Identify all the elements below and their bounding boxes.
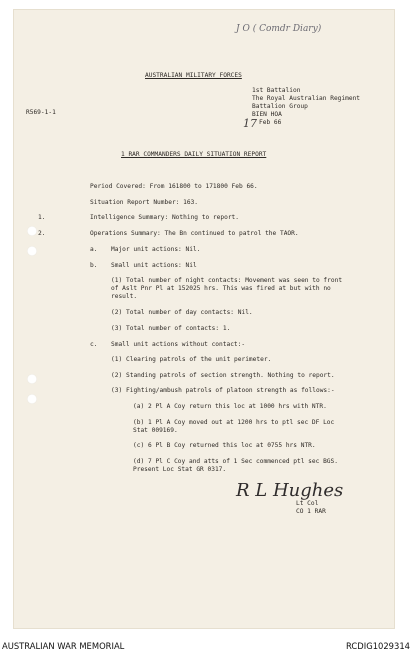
patrol-line: 6 Pl B Coy returned this loc at 0755 hrs NTR. (148, 442, 316, 449)
subitem-line: of Aslt Pnr Pl at 152025 hrs. This was fired at but with no (111, 285, 331, 292)
punch-hole (27, 394, 37, 404)
patrol-letter: (d) (133, 458, 145, 465)
file-reference: R569-1-1 (26, 109, 56, 116)
unit-line: BIEN HOA (252, 111, 282, 118)
handwritten-day: 17 (243, 117, 257, 130)
subitem-number: (3) (111, 387, 123, 394)
subitem-line: Total number of day contacts: Nil. (126, 309, 253, 316)
archive-footer-right: RCDIG1029314 (346, 641, 410, 651)
patrol-letter: (c) (133, 442, 145, 449)
patrol-letter: (a) (133, 403, 145, 410)
item-number: 2. (38, 230, 46, 237)
subitem-number: (1) (111, 277, 123, 284)
unit-line: The Royal Australian Regiment (252, 95, 361, 102)
archive-footer-left: AUSTRALIAN WAR MEMORIAL (2, 641, 125, 651)
signatory-unit: CO 1 RAR (296, 508, 326, 515)
patrol-line: 1 Pl A Coy moved out at 1200 hrs to ptl sec DF Loc (148, 419, 335, 426)
subitem-line: Clearing patrols of the unit perimeter. (126, 356, 272, 363)
punch-hole (27, 374, 37, 384)
punch-hole (27, 226, 37, 236)
document-heading: AUSTRALIAN MILITARY FORCES (145, 72, 242, 79)
document-page (14, 10, 394, 628)
subitem-number: (1) (111, 356, 123, 363)
unit-line: 1st Battalion (252, 87, 301, 94)
item-text: Small unit actions: Nil (111, 262, 197, 269)
item-text: Intelligence Summary: Nothing to report. (90, 214, 240, 221)
item-letter: a. (90, 246, 98, 253)
punch-hole (27, 246, 37, 256)
subitem-line: Total number of night contacts: Movement was seen to front (126, 277, 343, 284)
subitem-line: Fighting/ambush patrols of platoon strength as follows:- (126, 387, 335, 394)
report-number: Situation Report Number: 163. (90, 199, 199, 206)
subitem-number: (2) (111, 372, 123, 379)
unit-line-date: Feb 66 (259, 119, 282, 126)
patrol-letter: (b) (133, 419, 145, 426)
period-covered: Period Covered: From 161800 to 171800 Feb 66. (90, 183, 258, 190)
item-text: Major unit actions: Nil. (111, 246, 201, 253)
report-title: 1 RAR COMMANDERS DAILY SITUATION REPORT (121, 151, 267, 158)
patrol-line: Present Loc Stat GR 0317. (133, 466, 227, 473)
patrol-line: 7 Pl C Coy and atts of 1 Sec commenced ptl sec BGS. (148, 458, 338, 465)
item-number: 1. (38, 214, 46, 221)
subitem-line: Total number of contacts: 1. (126, 325, 231, 332)
item-letter: b. (90, 262, 98, 269)
item-letter: c. (90, 341, 98, 348)
patrol-line: Stat 009169. (133, 427, 178, 434)
subitem-line: result. (111, 293, 138, 300)
handwritten-annotation: J O ( Comdr Diary) (236, 24, 322, 34)
signature: R L Hughes (236, 480, 344, 501)
subitem-number: (3) (111, 325, 123, 332)
patrol-line: 2 Pl A Coy return this loc at 1000 hrs with NTR. (148, 403, 327, 410)
subitem-number: (2) (111, 309, 123, 316)
signatory-rank: Lt Col (296, 500, 319, 507)
unit-line: Battalion Group (252, 103, 308, 110)
subitem-line: Standing patrols of section strength. Nothing to report. (126, 372, 335, 379)
item-text: Small unit actions without contact:- (111, 341, 246, 348)
item-text: Operations Summary: The Bn continued to patrol the TAOR. (90, 230, 299, 237)
